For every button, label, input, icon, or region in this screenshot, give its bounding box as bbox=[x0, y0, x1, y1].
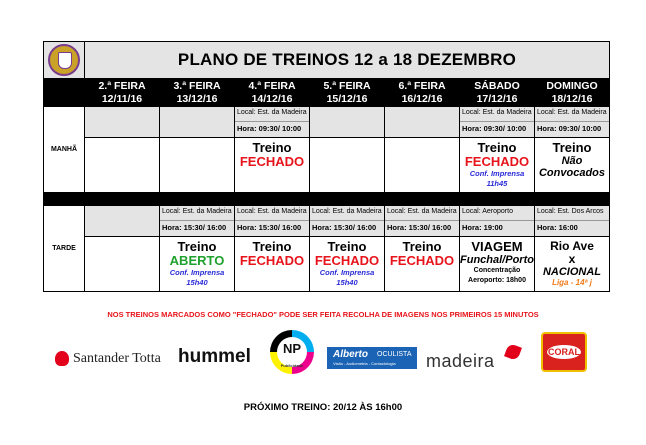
location-text: Local: Est. da Madeira bbox=[235, 107, 309, 122]
time-label: Hora: 09:30/ bbox=[537, 124, 580, 133]
session-status: FECHADO bbox=[314, 253, 380, 268]
session-type: Treino bbox=[177, 239, 217, 254]
time-label: Hora: 15:30/ bbox=[387, 223, 430, 232]
time-label: Hora: 15:30/ bbox=[312, 223, 355, 232]
day-header-fri bbox=[385, 79, 460, 107]
time-end: 16:00 bbox=[357, 223, 377, 232]
press-conference: Conf. Imprensa bbox=[319, 268, 375, 277]
main-cell-fri-am bbox=[385, 138, 460, 193]
info-cell-sun-pm bbox=[535, 206, 610, 237]
day-name: 5.ª FEIRA bbox=[323, 79, 371, 92]
sponsor-hummel-logo: hummel bbox=[178, 346, 251, 367]
main-cell-mon-am bbox=[85, 138, 160, 193]
info-cell-mon-pm bbox=[85, 206, 160, 237]
press-conference-time: 11h45 bbox=[486, 179, 508, 188]
info-cell-tue-pm bbox=[160, 206, 235, 237]
day-header-mon bbox=[85, 79, 160, 107]
time-end: 16:00 bbox=[432, 223, 452, 232]
period-morning: MANHÃ bbox=[44, 107, 85, 193]
time-label: Hora: 09:30/ bbox=[462, 124, 505, 133]
sponsor-madeira-text: madeira bbox=[426, 351, 495, 371]
match-home-team: Rio Ave bbox=[550, 239, 594, 253]
day-date: 17/12/16 bbox=[476, 92, 518, 105]
concentration-label: Concentração bbox=[473, 267, 521, 274]
location-text: Local: Est. da Madeira bbox=[385, 206, 459, 221]
day-date: 14/12/16 bbox=[251, 92, 293, 105]
closed-training-note: NOS TREINOS MARCADOS COMO "FECHADO" PODE SER FEITA RECOLHA DE IMAGENS NOS PRIMEIROS 15 MINUTOS bbox=[107, 310, 539, 319]
travel-label: VIAGEM bbox=[471, 239, 523, 254]
day-name: 4.ª FEIRA bbox=[248, 79, 296, 92]
sponsor-alberto-logo bbox=[327, 347, 417, 369]
period-afternoon: TARDE bbox=[44, 206, 85, 292]
day-name: 6.ª FEIRA bbox=[398, 79, 446, 92]
main-cell-thu-am bbox=[310, 138, 385, 193]
info-cell-tue-am bbox=[160, 107, 235, 138]
day-header-sun bbox=[535, 79, 610, 107]
sponsor-santander-text: Santander Totta bbox=[73, 351, 161, 366]
corner-cell bbox=[44, 79, 85, 107]
info-cell-thu-pm bbox=[310, 206, 385, 237]
day-header-wed bbox=[235, 79, 310, 107]
info-cell-thu-am bbox=[310, 107, 385, 138]
day-name: DOMINGO bbox=[546, 79, 598, 92]
info-cell-fri-pm bbox=[385, 206, 460, 237]
location-text: Local: Est. da Madeira bbox=[160, 206, 234, 221]
sponsor-coral-text: CORAL bbox=[548, 347, 580, 357]
location-text: Local: Est. da Madeira bbox=[460, 107, 534, 122]
day-date: 13/12/16 bbox=[176, 92, 218, 105]
session-type: Treino bbox=[477, 140, 517, 155]
day-name: 2.ª FEIRA bbox=[98, 79, 146, 92]
session-type: Treino bbox=[402, 239, 442, 254]
main-cell-mon-pm bbox=[85, 237, 160, 292]
time-label: Hora: 16:00 bbox=[537, 223, 578, 232]
match-vs: x bbox=[568, 252, 576, 266]
session-type: Treino bbox=[252, 239, 292, 254]
sponsor-santander-logo bbox=[55, 349, 173, 369]
info-cell-wed-pm bbox=[235, 206, 310, 237]
main-cell-tue-pm bbox=[160, 237, 235, 292]
main-cell-sat-pm bbox=[460, 237, 535, 292]
match-away-team: NACIONAL bbox=[542, 266, 602, 278]
sponsor-alberto-sub: OCULISTA bbox=[377, 351, 412, 358]
training-schedule-table bbox=[43, 41, 610, 292]
session-status-2: Convocados bbox=[538, 167, 605, 179]
location-text: Local: Est. Dos Arcos bbox=[535, 206, 609, 221]
sponsor-coral-logo bbox=[541, 332, 587, 372]
location-text: Local: Est. da Madeira bbox=[535, 107, 609, 122]
press-conference: Conf. Imprensa bbox=[469, 169, 525, 178]
press-conference: Conf. Imprensa bbox=[169, 268, 225, 277]
time-end: 10:00 bbox=[282, 124, 302, 133]
session-status: FECHADO bbox=[464, 154, 530, 169]
flame-icon bbox=[55, 351, 69, 366]
sponsor-np-text: NP bbox=[282, 341, 302, 356]
time-label: Hora: 19:00 bbox=[462, 223, 503, 232]
main-cell-wed-am bbox=[235, 138, 310, 193]
time-end: 16:00 bbox=[207, 223, 227, 232]
time-label: Hora: 15:30/ bbox=[237, 223, 280, 232]
session-status: Não bbox=[561, 155, 583, 167]
day-date: 12/11/16 bbox=[101, 92, 143, 105]
info-cell-sat-am bbox=[460, 107, 535, 138]
club-crest-icon bbox=[48, 44, 80, 76]
session-type: Treino bbox=[552, 140, 592, 155]
day-name: 3.ª FEIRA bbox=[173, 79, 221, 92]
location-text: Local: Aeroporto bbox=[460, 206, 534, 221]
sponsor-madeira-logo bbox=[426, 349, 522, 373]
travel-route: Funchal/Porto bbox=[460, 254, 534, 266]
main-cell-thu-pm bbox=[310, 237, 385, 292]
press-conference-time: 15h40 bbox=[336, 278, 358, 287]
time-end: 10:00 bbox=[582, 124, 602, 133]
sponsor-np-sub: Publicidade bbox=[280, 363, 304, 368]
main-cell-fri-pm bbox=[385, 237, 460, 292]
page-title: PLANO DE TREINOS 12 a 18 DEZEMBRO bbox=[85, 42, 610, 79]
main-cell-wed-pm bbox=[235, 237, 310, 292]
main-cell-sat-am bbox=[460, 138, 535, 193]
location-text: Local: Est. da Madeira bbox=[235, 206, 309, 221]
info-cell-sun-am bbox=[535, 107, 610, 138]
press-conference-time: 15h40 bbox=[186, 278, 208, 287]
info-cell-fri-am bbox=[385, 107, 460, 138]
main-cell-tue-am bbox=[160, 138, 235, 193]
league-round: Liga - 14ª j bbox=[552, 278, 592, 287]
location-text: Local: Est. da Madeira bbox=[310, 206, 384, 221]
main-cell-sun-am bbox=[535, 138, 610, 193]
sponsor-np-logo bbox=[270, 330, 314, 378]
info-cell-mon-am bbox=[85, 107, 160, 138]
time-end: 10:00 bbox=[507, 124, 527, 133]
day-date: 18/12/16 bbox=[551, 92, 593, 105]
session-status: FECHADO bbox=[239, 154, 305, 169]
session-status: FECHADO bbox=[389, 253, 455, 268]
session-type: Treino bbox=[327, 239, 367, 254]
day-header-thu bbox=[310, 79, 385, 107]
day-date: 16/12/16 bbox=[401, 92, 443, 105]
main-cell-sun-pm bbox=[535, 237, 610, 292]
separator-row bbox=[44, 193, 85, 206]
sponsor-alberto-tagline: Visão - Audiometria - Contactologia bbox=[333, 361, 396, 366]
info-cell-wed-am bbox=[235, 107, 310, 138]
session-type: Treino bbox=[252, 140, 292, 155]
time-label: Hora: 09:30/ bbox=[237, 124, 280, 133]
session-status: FECHADO bbox=[239, 253, 305, 268]
session-status: ABERTO bbox=[169, 253, 225, 268]
concentration-time: Aeroporto: 18h00 bbox=[468, 277, 526, 284]
day-name: SÁBADO bbox=[474, 79, 520, 92]
flower-icon bbox=[504, 343, 522, 361]
sponsor-alberto-text: Alberto bbox=[333, 349, 368, 360]
day-date: 15/12/16 bbox=[326, 92, 368, 105]
info-cell-sat-pm bbox=[460, 206, 535, 237]
time-end: 16:00 bbox=[282, 223, 302, 232]
day-header-sat bbox=[460, 79, 535, 107]
day-header-tue bbox=[160, 79, 235, 107]
club-crest-cell bbox=[44, 42, 85, 79]
next-training: PRÓXIMO TREINO: 20/12 ÀS 16h00 bbox=[243, 402, 403, 413]
time-label: Hora: 15:30/ bbox=[162, 223, 205, 232]
